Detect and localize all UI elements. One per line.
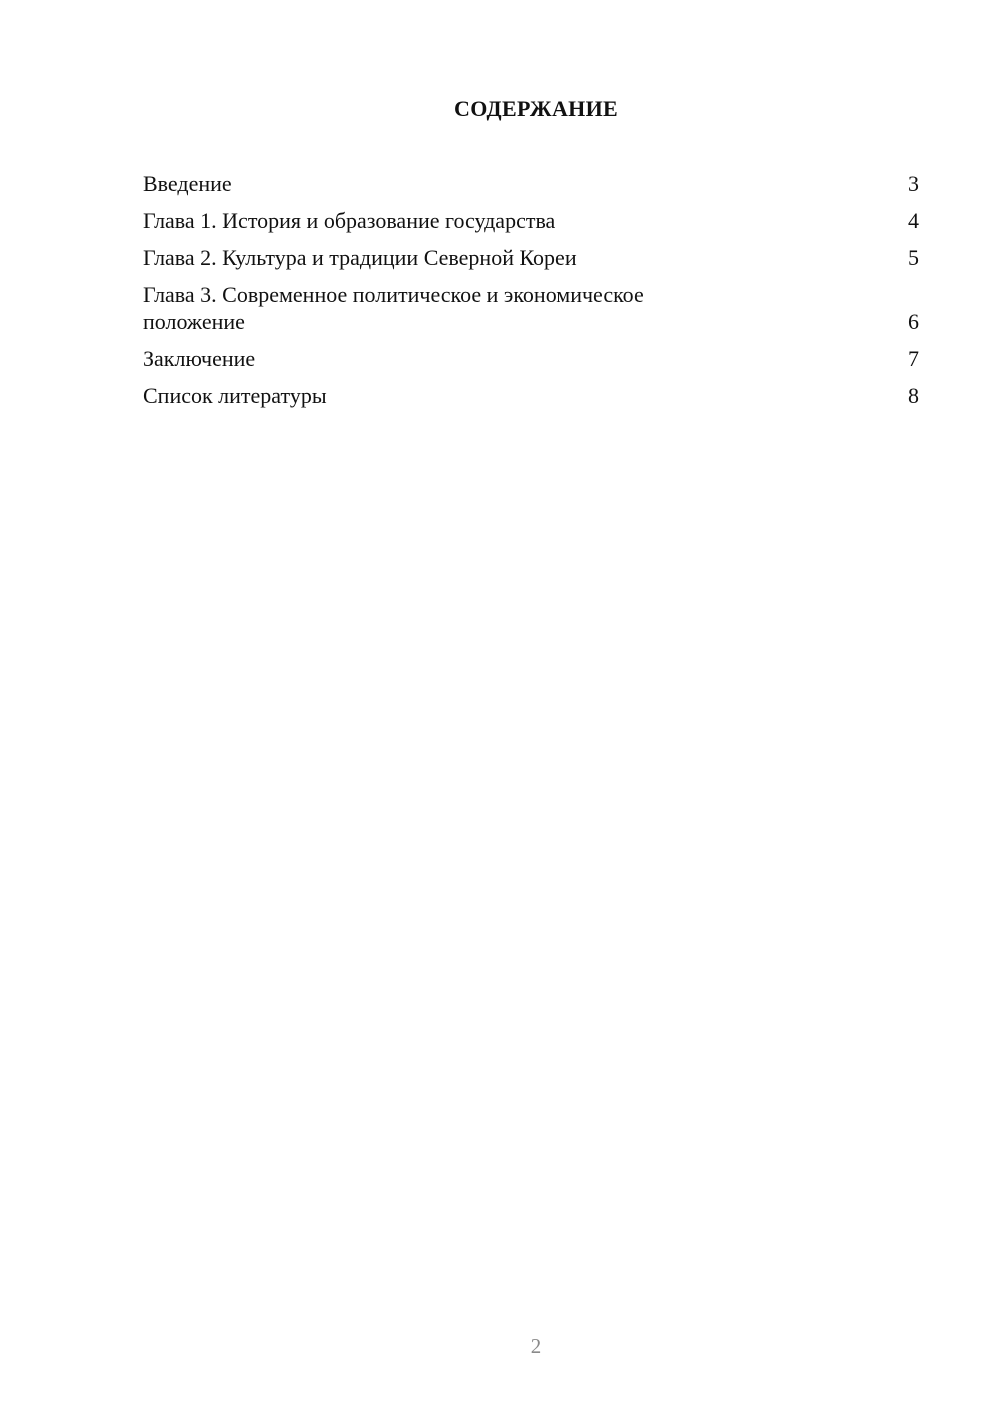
toc-entry-label: Заключение [143,346,256,371]
toc-entry [143,281,919,335]
toc-entry-page: 6 [908,309,919,334]
toc-entry-label: Глава 2. Культура и традиции Северной Кореи [143,245,577,270]
page-number: 2 [530,1334,542,1358]
toc-entry-page: 3 [908,171,919,196]
toc-entry [143,244,919,271]
toc-entry-label: Список литературы [143,383,327,408]
toc-entry [143,345,919,372]
toc-entry-label: Введение [143,171,232,196]
toc-entry-page: 8 [908,383,919,408]
toc-entry-page: 4 [908,208,919,233]
toc-entry-page: 7 [908,346,919,371]
toc-entry-label: Глава 3. Современное политическое и экономическое положение [143,282,644,334]
toc-entry [143,170,919,197]
toc-entry-label: Глава 1. История и образование государства [143,208,556,233]
toc-entry [143,382,919,409]
toc-entry [143,207,919,234]
table-of-contents [143,170,919,419]
toc-entry-page: 5 [908,245,919,270]
toc-title: СОДЕРЖАНИЕ [454,96,618,121]
